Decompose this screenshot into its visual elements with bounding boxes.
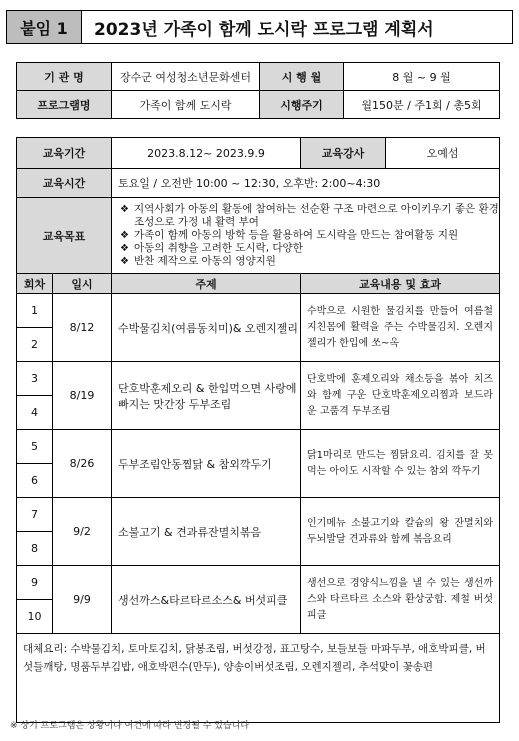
time-value: 토요일 / 오전반 10:00 ~ 12:30, 오후반: 2:00~4:30 [112,169,500,198]
period-value: 8 월 ~ 9 월 [344,63,500,91]
round-number: 3 [17,362,53,396]
col-content: 교육내용 및 효과 [301,274,500,294]
duration-label: 교육기간 [17,138,112,169]
session-topic: 수박물김치(여름동치미)& 오렌지젤리 [112,294,301,362]
session-content: 닭1마리로 만드는 찜닭요리. 김치를 잘 못먹는 아이도 시작할 수 있는 참외 깍두기 [301,430,500,498]
program-label: 프로그램명 [17,91,112,119]
round-number: 5 [17,430,53,464]
goal-item: ❖ 반찬 제작으로 아동의 영양지원 [118,255,499,268]
cycle-value: 월150분 / 주1회 / 총5회 [344,91,500,119]
round-number: 1 [17,294,53,328]
session-content: 생선으로 경양식느낌을 낼 수 있는 생선까스와 타르타르 소스와 환상궁합. 제철 버섯 피클 [301,566,500,634]
session-content: 수박으로 시원한 물김치를 만들어 여름철 지친몸에 활력을 주는 수박물김치. 오렌지젤리가 한입에 쏘~옥 [301,294,500,362]
col-topic: 주제 [112,274,301,294]
session-content: 단호박에 훈제오리와 채소등을 볶아 치즈와 함께 구운 단호박훈제오리찜과 보드라운 고품격 두부조림 [301,362,500,430]
footnote: ※ 상기 프로그램은 상황이나 여건에 따라 변경될 수 있습니다 [10,721,250,731]
title-row [6,10,513,46]
cycle-label: 시행주기 [260,91,344,119]
agency-label: 기 관 명 [17,63,112,91]
alternative-menu: 대체요리: 수박물김치, 토마토김치, 닭봉조림, 버섯강정, 표고탕수, 보들보들 마파두부, 애호박피클, 버섯들깨탕, 명품두부김밥, 애호박편수(만두), 양송이버섯조림, 오렌지젤리, 추석맞이 꽃송편 [17,634,500,723]
instructor-label: 교육강사 [301,138,386,168]
goal-label: 교육목표 [17,198,112,274]
session-topic: 소불고기 & 견과류잔멸치볶음 [112,498,301,566]
program-info-table [16,62,500,119]
goal-item: ❖ 지역사회가 아동의 활동에 참여하는 선순환 구조 마련으로 아이키우기 좋은 환경 조성으로 가정 내 활력 부여 [118,203,499,229]
period-label: 시 행 월 [260,63,344,91]
page-title: 2023년 가족이 함께 도시락 프로그램 계획서 [82,10,513,44]
duration-value: 2023.8.12~ 2023.9.9 [112,138,301,169]
session-topic: 생선까스&타르타르소스& 버섯피클 [112,566,301,634]
attachment-badge: 붙임 1 [6,10,82,44]
program-value: 가족이 함께 도시락 [112,91,260,119]
session-topic: 두부조림안동찜닭 & 참외깍두기 [112,430,301,498]
education-plan-table [16,137,500,723]
goal-list [112,203,499,268]
time-label: 교육시간 [17,169,112,198]
round-number: 8 [17,532,53,566]
session-date: 9/2 [53,498,112,566]
goal-item: ❖ 가족이 함께 아동의 방학 등을 활용하여 도시락을 만드는 참여활동 지원 [118,229,499,242]
session-date: 9/9 [53,566,112,634]
session-topic: 단호박훈제오리 & 한입먹으면 사랑에 빠지는 맛간장 두부조림 [112,362,301,430]
round-number: 4 [17,396,53,430]
session-content: 인기메뉴 소불고기와 칼슘의 왕 잔멸치와 두뇌발달 견과류와 함께 볶음요리 [301,498,500,566]
session-date: 8/26 [53,430,112,498]
round-number: 10 [17,600,53,634]
col-round: 회차 [17,274,53,294]
instructor-value: 오예섬 [426,147,459,160]
goal-item: ❖ 아동의 취향을 고려한 도시락, 다양한 [118,242,499,255]
session-date: 8/12 [53,294,112,362]
round-number: 9 [17,566,53,600]
agency-value: 장수군 여성청소년문화센터 [112,63,260,91]
session-date: 8/19 [53,362,112,430]
round-number: 7 [17,498,53,532]
col-date: 일시 [53,274,112,294]
round-number: 2 [17,328,53,362]
round-number: 6 [17,464,53,498]
